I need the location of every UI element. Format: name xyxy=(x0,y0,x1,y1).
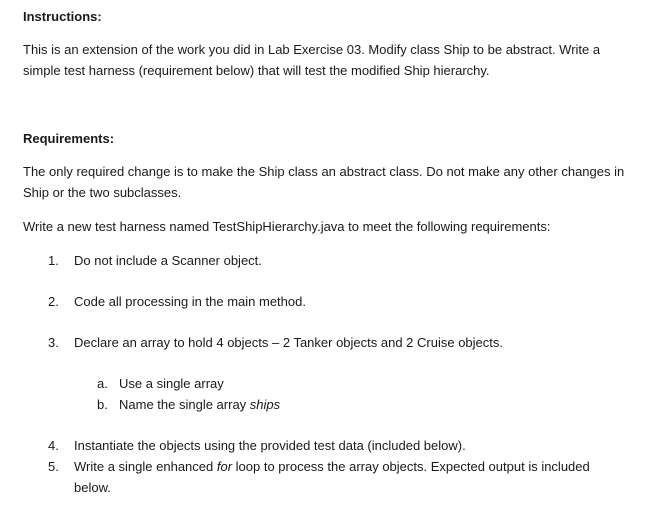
list-item-text-italic: for xyxy=(216,459,233,474)
list-item-text: Instantiate the objects using the provided test data (included below). xyxy=(74,438,466,453)
sub-list-item-text-plain: Name the single array xyxy=(119,397,250,412)
instructions-line-1: This is an extension of the work you did in Lab Exercise 03. Modify class Ship to be abstract. Write a xyxy=(23,42,601,57)
list-item-text-plain-continued: loop to process the array objects. Expected output is included xyxy=(232,459,590,474)
sub-list-item-text: Use a single array xyxy=(119,376,224,391)
requirements-para1-line-2: Ship or the two subclasses. xyxy=(23,185,182,200)
list-item-text-plain: Write a single enhanced xyxy=(74,459,217,474)
list-item-number: 5. xyxy=(48,459,59,474)
requirements-para1-line-1: The only required change is to make the Ship class an abstract class. Do not make any other changes in xyxy=(23,164,625,179)
requirements-paragraph-1 xyxy=(23,161,641,203)
list-item-text-line-2: below. xyxy=(74,480,111,495)
instructions-heading: Instructions: xyxy=(23,9,102,24)
requirements-heading: Requirements: xyxy=(23,131,115,146)
list-item-number: 1. xyxy=(48,253,59,268)
sub-list-item-text xyxy=(119,394,280,415)
list-item-text xyxy=(74,456,590,477)
list-item-text: Declare an array to hold 4 objects – 2 Tanker objects and 2 Cruise objects. xyxy=(74,335,503,350)
list-item-number: 4. xyxy=(48,438,59,453)
requirements-paragraph-2: Write a new test harness named TestShipHierarchy.java to meet the following requirements: xyxy=(23,219,551,234)
list-item-text: Code all processing in the main method. xyxy=(74,294,306,309)
sub-list-item-text-italic: ships xyxy=(249,397,281,412)
instructions-line-2: simple test harness (requirement below) that will test the modified Ship hierarchy. xyxy=(23,63,490,78)
list-item-text: Do not include a Scanner object. xyxy=(74,253,262,268)
sub-list-item-letter: b. xyxy=(97,397,108,412)
sub-list-item-letter: a. xyxy=(97,376,108,391)
list-item-number: 2. xyxy=(48,294,59,309)
list-item-number: 3. xyxy=(48,335,59,350)
instructions-paragraph xyxy=(23,39,641,81)
